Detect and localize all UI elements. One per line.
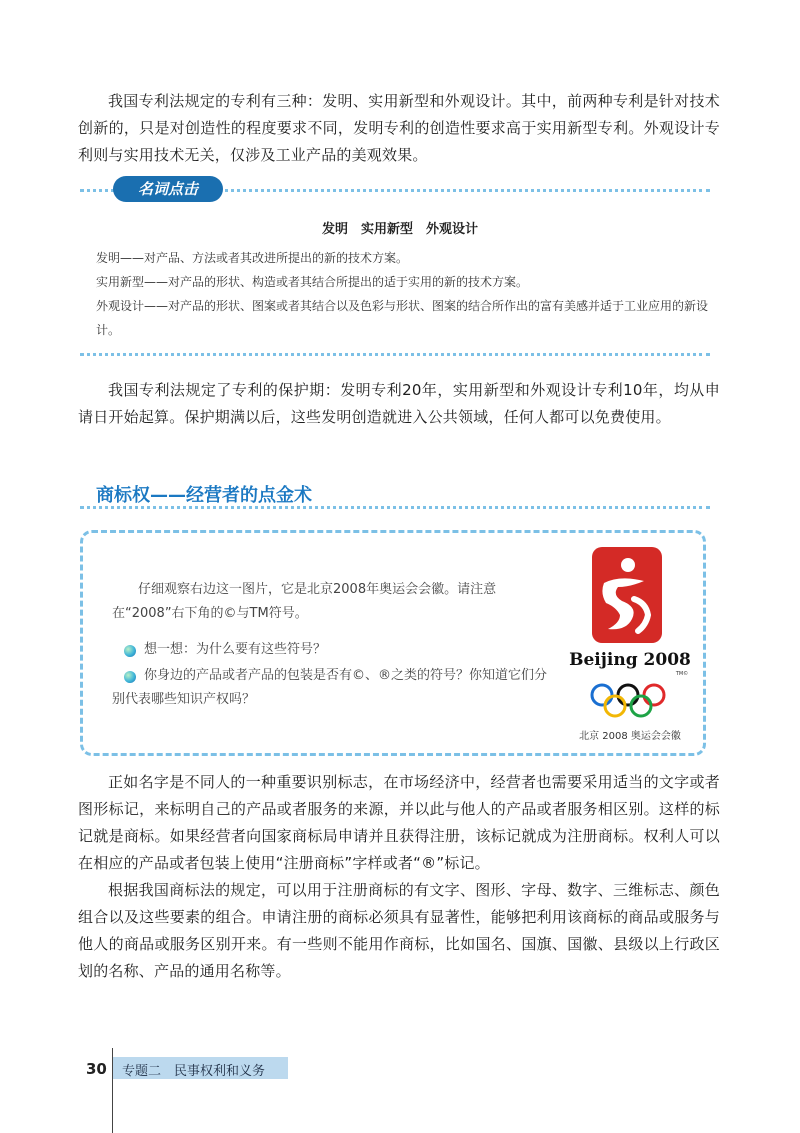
ring-black [618,685,638,705]
seal-figure-head [621,558,635,572]
term-definition-utility-model: 实用新型——对产品的形状、构造或者其结合所提出的适于实用的新的技术方案。 [96,275,529,289]
term-definition-invention: 发明——对产品、方法或者其改进所提出的新的技术方案。 [96,251,409,265]
ring-green [631,696,651,716]
page-number: 30 [86,1060,107,1078]
section-divider [80,506,710,509]
intro-paragraph: 我国专利法规定的专利有三种：发明、实用新型和外观设计。其中，前两种专利是针对技术创新的，只是对创造性的程度要求不同，发明专利的创造性要求高于实用新型专利。外观设计专利则与实用技术无关，仅涉及工业产品的美观效果。 [78,92,720,164]
protection-paragraph: 我国专利法规定了专利的保护期：发明专利20年，实用新型和外观设计专利10年，均从申请日开始起算。保护期满以后，这些发明创造就进入公共领域，任何人都可以免费使用。 [78,381,720,426]
logo-wordmark: Beijing 2008 [569,650,691,670]
observe-intro: 仔细观察右边这一图片，它是北京2008年奥运会会徽。请注意在“2008”右下角的©与TM符号。 [112,582,497,621]
emblem-graphic [560,545,700,720]
beijing-2008-emblem [560,545,700,745]
term-heading: 发明 实用新型 外观设计 [321,222,478,237]
olympic-rings-icon [592,685,664,716]
bullet-icon [124,645,136,657]
section-title: 商标权——经营者的点金术 [96,485,312,506]
term-box-bottom-divider [80,353,710,356]
ring-yellow [605,696,625,716]
trademark-paragraph: 正如名字是不同人的一种重要识别标志，在市场经济中，经营者也需要采用适当的文字或者图形标记，来标明自己的产品或者服务的来源，并以此与他人的产品或者服务相区别。这样的标记就是商标。如果经营者向国家商标局申请并且获得注册，该标记就成为注册商标。权利人可以在相应的产品或者包装上使用“注册商标”字样或者“®”标记。 [78,773,720,872]
observe-question-2: 你身边的产品或者产品的包装是否有©、®之类的符号？你知道它们分别代表哪些知识产权吗？ [112,668,548,707]
term-tag: 名词点击 [113,176,223,202]
logo-tm-mark: TM© [675,671,689,677]
term-definition-design: 外观设计——对产品的形状、图案或者其结合以及色彩与形状、图案的结合所作出的富有美感并适于工业应用的新设计。 [96,299,709,337]
emblem-caption: 北京 2008 奥运会会徽 [579,731,681,742]
footer-chapter-title: 专题二 民事权利和义务 [122,1064,266,1079]
observe-question-1: 想一想：为什么要有这些符号？ [144,642,327,657]
trademark-law-paragraph: 根据我国商标法的规定，可以用于注册商标的有文字、图形、字母、数字、三维标志、颜色组合以及这些要素的组合。申请注册的商标必须具有显著性，能够把利用该商标的商品或服务与他人的商品或服务区别开来。有一些则不能用作商标，比如国名、国旗、国徽、县级以上行政区划的名称、产品的通用名称等。 [78,881,720,980]
ring-blue [592,685,612,705]
ring-red [644,685,664,705]
